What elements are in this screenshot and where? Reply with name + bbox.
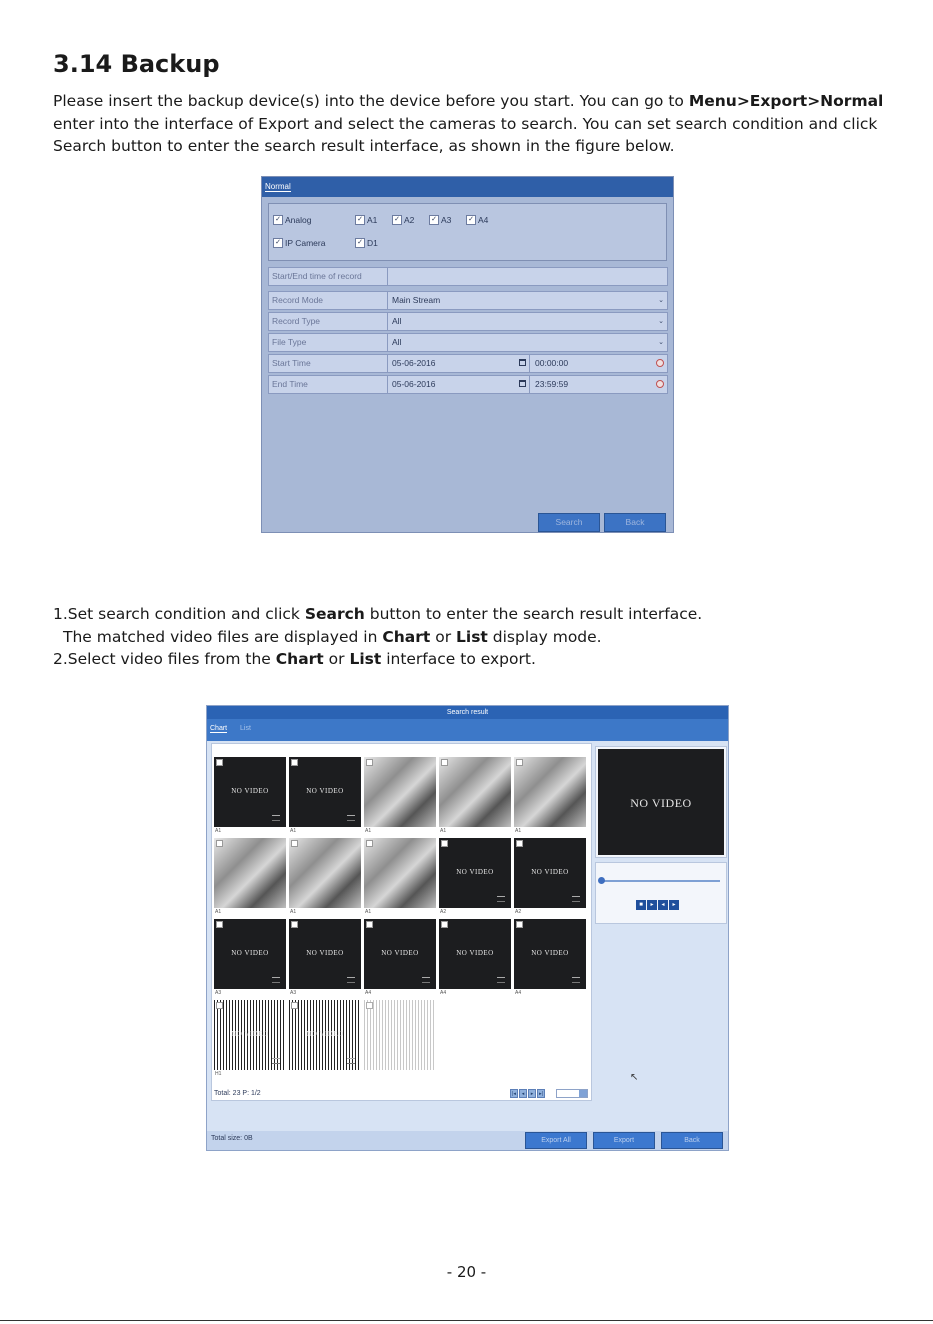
video-thumbnail[interactable] — [439, 919, 511, 989]
camera-selection-panel — [268, 203, 667, 261]
forward-icon[interactable]: ▸ — [669, 900, 679, 910]
pager-bar — [211, 1087, 592, 1101]
thumbnail-checkbox[interactable] — [366, 921, 373, 928]
camera-label: A1 — [365, 909, 372, 915]
step-text: 2.Select video files from the — [53, 650, 276, 668]
video-thumbnail[interactable] — [289, 838, 361, 908]
checkbox-label: A4 — [478, 215, 489, 225]
tab-bar — [262, 177, 673, 197]
camera-checkbox-ip-camera[interactable] — [273, 238, 325, 248]
page-select[interactable] — [556, 1089, 588, 1098]
intro-text-2: enter into the interface of Export and select the cameras to search. You can set search condition and click Search button to enter the search result interface, as shown in the figure below. — [53, 114, 878, 155]
tab-normal[interactable]: Normal — [265, 182, 291, 191]
checkbox-label: A1 — [367, 215, 378, 225]
timestamp-mark — [497, 896, 505, 902]
camera-label: A4 — [440, 990, 447, 996]
no-video-label: NO VIDEO — [231, 787, 269, 795]
rewind-icon[interactable]: ◂ — [658, 900, 668, 910]
step-text: or — [430, 627, 456, 646]
timestamp-mark — [422, 977, 430, 983]
steps-text — [53, 603, 893, 671]
step-1 — [53, 603, 893, 626]
thumbnail-checkbox[interactable] — [516, 921, 523, 928]
thumbnail-checkbox[interactable] — [291, 759, 298, 766]
step-text: The matched video files are displayed in — [63, 627, 383, 646]
step-emphasis: List — [349, 650, 382, 668]
thumbnail-checkbox[interactable] — [441, 840, 448, 847]
timestamp-mark — [497, 977, 505, 983]
timestamp-mark — [572, 896, 580, 902]
end-date-field[interactable]: 05-06-2016 — [392, 379, 436, 389]
camera-label: A4 — [365, 990, 372, 996]
camera-label: A4 — [515, 990, 522, 996]
checkbox-icon[interactable]: ✓ — [355, 215, 365, 225]
clock-icon[interactable] — [656, 380, 664, 388]
thumbnail-checkbox[interactable] — [516, 840, 523, 847]
record-type-row[interactable] — [268, 312, 668, 331]
thumbnail-checkbox[interactable] — [216, 1002, 223, 1009]
video-thumbnail[interactable] — [514, 919, 586, 989]
camera-label: A1 — [215, 828, 222, 834]
export-all-button[interactable]: Export All — [525, 1132, 587, 1149]
thumbnail-checkbox[interactable] — [216, 921, 223, 928]
camera-checkbox-a1[interactable] — [355, 215, 377, 225]
thumbnail-checkbox[interactable] — [291, 921, 298, 928]
video-thumbnail[interactable] — [214, 838, 286, 908]
thumbnail-checkbox[interactable] — [291, 840, 298, 847]
calendar-icon[interactable] — [519, 359, 526, 366]
chevron-down-icon[interactable]: ⌄ — [658, 297, 664, 304]
file-type-row[interactable] — [268, 333, 668, 352]
thumbnail-checkbox[interactable] — [366, 840, 373, 847]
video-thumbnail[interactable] — [364, 1000, 436, 1070]
checkbox-label: A2 — [404, 215, 415, 225]
export-normal-figure — [261, 176, 674, 533]
no-video-label: NO VIDEO — [531, 949, 569, 957]
chevron-down-icon[interactable]: ⌄ — [658, 318, 664, 325]
thumbnail-checkbox[interactable] — [516, 759, 523, 766]
checkbox-icon[interactable]: ✓ — [392, 215, 402, 225]
chevron-down-icon[interactable] — [579, 1090, 587, 1097]
intro-text-1: Please insert the backup device(s) into the device before you start. You can go to — [53, 92, 689, 110]
step-emphasis: Chart — [382, 627, 431, 646]
video-thumbnail[interactable] — [214, 757, 286, 827]
camera-checkbox-a3[interactable] — [429, 215, 451, 225]
checkbox-label: D1 — [367, 238, 378, 248]
chevron-down-icon[interactable]: ⌄ — [658, 339, 664, 346]
no-video-label: NO VIDEO — [231, 1030, 269, 1038]
no-video-label: NO VIDEO — [456, 949, 494, 957]
progress-handle[interactable] — [598, 877, 605, 884]
checkbox-icon[interactable]: ✓ — [429, 215, 439, 225]
window-title: Search result — [207, 706, 728, 719]
view-tabs — [207, 719, 728, 741]
camera-label: A3 — [290, 990, 297, 996]
back-button[interactable]: Back — [604, 513, 666, 532]
no-video-label: NO VIDEO — [306, 1030, 344, 1038]
timestamp-mark — [572, 977, 580, 983]
tab-list[interactable]: List — [240, 725, 251, 732]
checkbox-label: A3 — [441, 215, 452, 225]
step-text: button to enter the search result interface. — [364, 605, 703, 623]
checkbox-icon[interactable]: ✓ — [466, 215, 476, 225]
thumbnail-checkbox[interactable] — [291, 1002, 298, 1009]
timestamp-mark — [347, 977, 355, 983]
total-size: Total size: 0B — [211, 1135, 253, 1142]
video-thumbnail[interactable] — [214, 919, 286, 989]
thumbnail-checkbox[interactable] — [366, 1002, 373, 1009]
record-type-label: Record Type — [269, 313, 388, 330]
camera-label: A1 — [515, 828, 522, 834]
checkbox-label: IP Camera — [285, 238, 326, 248]
checkbox-icon[interactable]: ✓ — [273, 238, 283, 248]
no-video-label: NO VIDEO — [231, 949, 269, 957]
video-thumbnail[interactable] — [514, 838, 586, 908]
stop-icon[interactable]: ■ — [636, 900, 646, 910]
camera-label: A2 — [515, 909, 522, 915]
end-time-label: End Time — [269, 376, 388, 393]
menu-path: Menu>Export>Normal — [688, 92, 884, 110]
step-emphasis: List — [456, 627, 488, 646]
checkbox-icon[interactable]: ✓ — [355, 238, 365, 248]
page-number: - 20 - — [446, 1263, 487, 1281]
thumbnail-checkbox[interactable] — [441, 921, 448, 928]
camera-checkbox-d1[interactable] — [355, 238, 378, 248]
no-video-label: NO VIDEO — [456, 868, 494, 876]
start-date-field[interactable]: 05-06-2016 — [392, 358, 436, 368]
checkbox-label: Analog — [285, 215, 312, 225]
camera-label: A3 — [215, 990, 222, 996]
playback-buttons — [636, 900, 679, 910]
no-video-label: NO VIDEO — [381, 949, 419, 957]
camera-label: A2 — [440, 909, 447, 915]
prev-page-button[interactable]: ◂ — [519, 1089, 527, 1098]
step-1-detail — [53, 626, 893, 649]
no-video-label: NO VIDEO — [306, 949, 344, 957]
thumbnail-grid — [211, 743, 592, 1101]
camera-label: A1 — [290, 828, 297, 834]
camera-checkbox-a2[interactable] — [392, 215, 414, 225]
clock-icon[interactable] — [656, 359, 664, 367]
no-video-label: NO VIDEO — [630, 796, 692, 810]
file-type-label: File Type — [269, 334, 388, 351]
step-text: display mode. — [487, 627, 602, 646]
playback-controls — [595, 862, 727, 924]
thumbnail-checkbox[interactable] — [366, 759, 373, 766]
file-type-select[interactable]: All — [392, 337, 402, 347]
record-mode-row[interactable] — [268, 291, 668, 310]
thumbnail-checkbox[interactable] — [441, 759, 448, 766]
camera-label: A1 — [440, 828, 447, 834]
video-thumbnail[interactable] — [289, 757, 361, 827]
video-thumbnail[interactable] — [439, 838, 511, 908]
video-thumbnail[interactable] — [364, 757, 436, 827]
record-type-select[interactable]: All — [392, 316, 402, 326]
footer-bar — [207, 1131, 728, 1150]
video-thumbnail[interactable] — [289, 919, 361, 989]
thumbnail-checkbox[interactable] — [216, 840, 223, 847]
preview-screen — [598, 749, 724, 855]
thumbnail-checkbox[interactable] — [216, 759, 223, 766]
bottom-rule — [0, 1320, 933, 1321]
start-time-field[interactable]: 00:00:00 — [535, 358, 569, 368]
pager-nav — [510, 1089, 545, 1098]
start-time-label: Start Time — [269, 355, 388, 372]
camera-checkbox-a4[interactable] — [466, 215, 488, 225]
section-title: 3.14 Backup — [53, 50, 220, 78]
timestamp-mark — [347, 1058, 355, 1064]
tab-chart[interactable]: Chart — [210, 725, 228, 732]
video-thumbnail[interactable] — [364, 919, 436, 989]
preview-panel — [595, 746, 727, 858]
step-text: interface to export. — [381, 650, 536, 668]
video-thumbnail[interactable] — [214, 1000, 286, 1070]
intro-paragraph — [53, 90, 893, 158]
step-2 — [53, 648, 893, 671]
timestamp-mark — [272, 815, 280, 821]
camera-label: A1 — [215, 909, 222, 915]
play-icon[interactable]: ▸ — [647, 900, 657, 910]
next-page-button[interactable]: ▸ — [528, 1089, 536, 1098]
camera-label: A1 — [290, 909, 297, 915]
camera-checkbox-analog[interactable] — [273, 215, 311, 225]
step-emphasis: Chart — [275, 650, 324, 668]
video-thumbnail[interactable] — [439, 757, 511, 827]
pager-info: Total: 23 P: 1/2 — [214, 1090, 261, 1097]
end-time-row — [268, 375, 668, 394]
first-page-button[interactable]: |◂ — [510, 1089, 518, 1098]
step-text: or — [323, 650, 350, 668]
video-thumbnail[interactable] — [289, 1000, 361, 1070]
step-text: 1.Set search condition and click — [53, 605, 305, 623]
video-thumbnail[interactable] — [364, 838, 436, 908]
record-mode-select[interactable]: Main Stream — [392, 295, 441, 305]
no-video-label: NO VIDEO — [531, 868, 569, 876]
no-video-label: NO VIDEO — [306, 787, 344, 795]
timestamp-mark — [347, 815, 355, 821]
start-end-time-row — [268, 267, 668, 286]
video-thumbnail[interactable] — [514, 757, 586, 827]
record-mode-label: Record Mode — [269, 292, 388, 309]
checkbox-icon[interactable]: ✓ — [273, 215, 283, 225]
search-result-figure — [206, 705, 729, 1151]
calendar-icon[interactable] — [519, 380, 526, 387]
step-emphasis: Search — [304, 605, 365, 623]
divider — [529, 376, 530, 393]
mouse-cursor-icon: ↖ — [630, 1072, 639, 1083]
export-button[interactable]: Export — [593, 1132, 655, 1149]
start-time-row — [268, 354, 668, 373]
back-button[interactable]: Back — [661, 1132, 723, 1149]
progress-track[interactable] — [602, 880, 720, 882]
search-button[interactable]: Search — [538, 513, 600, 532]
last-page-button[interactable]: ▸| — [537, 1089, 545, 1098]
camera-label: H1 — [215, 1071, 222, 1077]
camera-label: A1 — [365, 828, 372, 834]
divider — [529, 355, 530, 372]
start-end-time-label: Start/End time of record — [269, 268, 388, 285]
end-time-field[interactable]: 23:59:59 — [535, 379, 569, 389]
timestamp-mark — [272, 977, 280, 983]
timestamp-mark — [272, 1058, 280, 1064]
